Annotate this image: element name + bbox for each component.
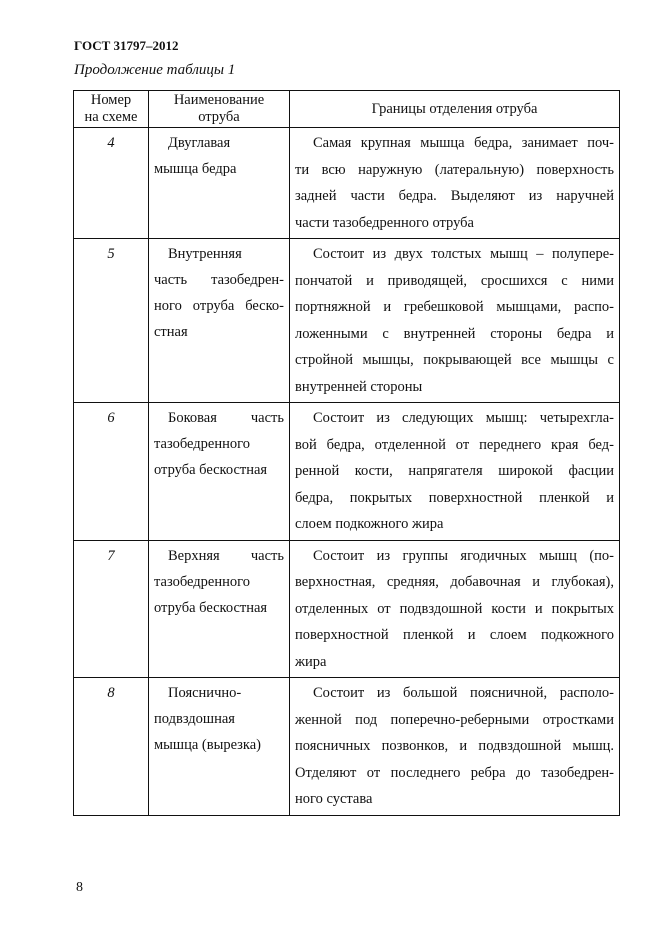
description-line: отделенных от подвздошной кости и покрытых <box>295 600 614 617</box>
cut-description <box>290 403 620 541</box>
cut-name <box>149 128 290 239</box>
description-line: ти всю наружную (латеральную) поверхность <box>295 161 614 178</box>
table-row <box>74 678 620 816</box>
description-line: портняжной и гребешковой мышцами, распо- <box>295 299 614 315</box>
cut-name-line: подвздошная <box>154 711 235 727</box>
description-line: бедра, покрытых поверхностной пленкой и <box>295 489 614 506</box>
cut-name-line: Пояснично- <box>168 685 242 701</box>
cut-name-line: отруба бескостная <box>154 599 268 616</box>
cut-name <box>149 403 290 541</box>
description-line: Отделяют от последнего ребра до тазобедрен- <box>295 764 614 781</box>
column-header-number: Номер на схеме <box>74 91 149 128</box>
description-line: части тазобедренного отруба <box>295 214 474 231</box>
cut-description <box>290 239 620 403</box>
table-row <box>74 540 620 678</box>
cut-name-line: ного отруба беско- <box>154 298 284 314</box>
description-line: ного сустава <box>295 791 373 807</box>
cut-name-line: мышца бедра <box>154 161 237 177</box>
description-line: ложенными с внутренней стороны бедра и <box>295 325 614 342</box>
cut-name <box>149 239 290 403</box>
description-line: слоем подкожного жира <box>295 516 444 532</box>
description-line: поясничных позвонков, и подвздошной мышц. <box>295 738 614 754</box>
row-number: 6 <box>74 403 149 541</box>
table-row <box>74 239 620 403</box>
cut-description <box>290 678 620 816</box>
row-number: 5 <box>74 239 149 403</box>
description-line: Состоит из группы ягодичных мышц (по- <box>313 547 614 564</box>
description-line: стройной мышцы, покрывающей все мышцы с <box>295 352 614 368</box>
cut-name-line: стная <box>154 324 188 340</box>
cut-name-line: Боковая часть <box>168 410 284 426</box>
cut-name-line: Внутренняя <box>168 246 242 262</box>
column-header-name: Наименование отруба <box>149 91 290 128</box>
description-line: ренной кости, напрягателя широкой фасции <box>295 463 614 479</box>
table-header-row <box>74 91 620 128</box>
description-line: пончатой и приводящей, сросшихся с ними <box>295 272 614 289</box>
page-number: 8 <box>76 880 83 895</box>
table-row <box>74 128 620 239</box>
column-header-boundaries: Границы отделения отруба <box>290 91 620 128</box>
description-line: Самая крупная мышца бедра, занимает поч- <box>313 135 614 151</box>
description-line: вой бедра, отделенной от переднего края бед- <box>295 436 614 453</box>
description-line: поверхностной пленкой и слоем подкожного <box>295 627 614 643</box>
description-line: женной под поперечно-реберными отростками <box>295 711 614 728</box>
cut-name-line: Двуглавая <box>168 135 231 151</box>
table-row <box>74 403 620 541</box>
cut-name-line: тазобедренного <box>154 436 250 452</box>
cut-name-line: тазобедренного <box>154 573 250 590</box>
cut-description <box>290 128 620 239</box>
row-number: 8 <box>74 678 149 816</box>
cut-name-line: часть тазобедрен- <box>154 272 284 288</box>
description-line: внутренней стороны <box>295 378 423 395</box>
cut-name-line: отруба бескостная <box>154 462 268 478</box>
description-line: верхностная, средняя, добавочная и глубокая), <box>295 574 614 590</box>
description-line: жира <box>295 653 327 670</box>
cut-name-line: мышца (вырезка) <box>154 737 262 753</box>
row-number: 7 <box>74 540 149 678</box>
cut-name <box>149 678 290 816</box>
description-line: задней части бедра. Выделяют из наручней <box>295 188 614 204</box>
cut-description <box>290 540 620 678</box>
cut-name <box>149 540 290 678</box>
cut-name-line: Верхняя часть <box>168 547 284 564</box>
description-line: Состоит из большой поясничной, располо- <box>313 685 614 701</box>
cuts-table <box>73 90 620 816</box>
document-title: ГОСТ 31797–2012 <box>74 38 179 53</box>
table-caption: Продолжение таблицы 1 <box>74 62 236 78</box>
description-line: Состоит из следующих мышц: четырехгла- <box>313 410 614 426</box>
row-number: 4 <box>74 128 149 239</box>
description-line: Состоит из двух толстых мышц – полупере- <box>313 246 614 262</box>
